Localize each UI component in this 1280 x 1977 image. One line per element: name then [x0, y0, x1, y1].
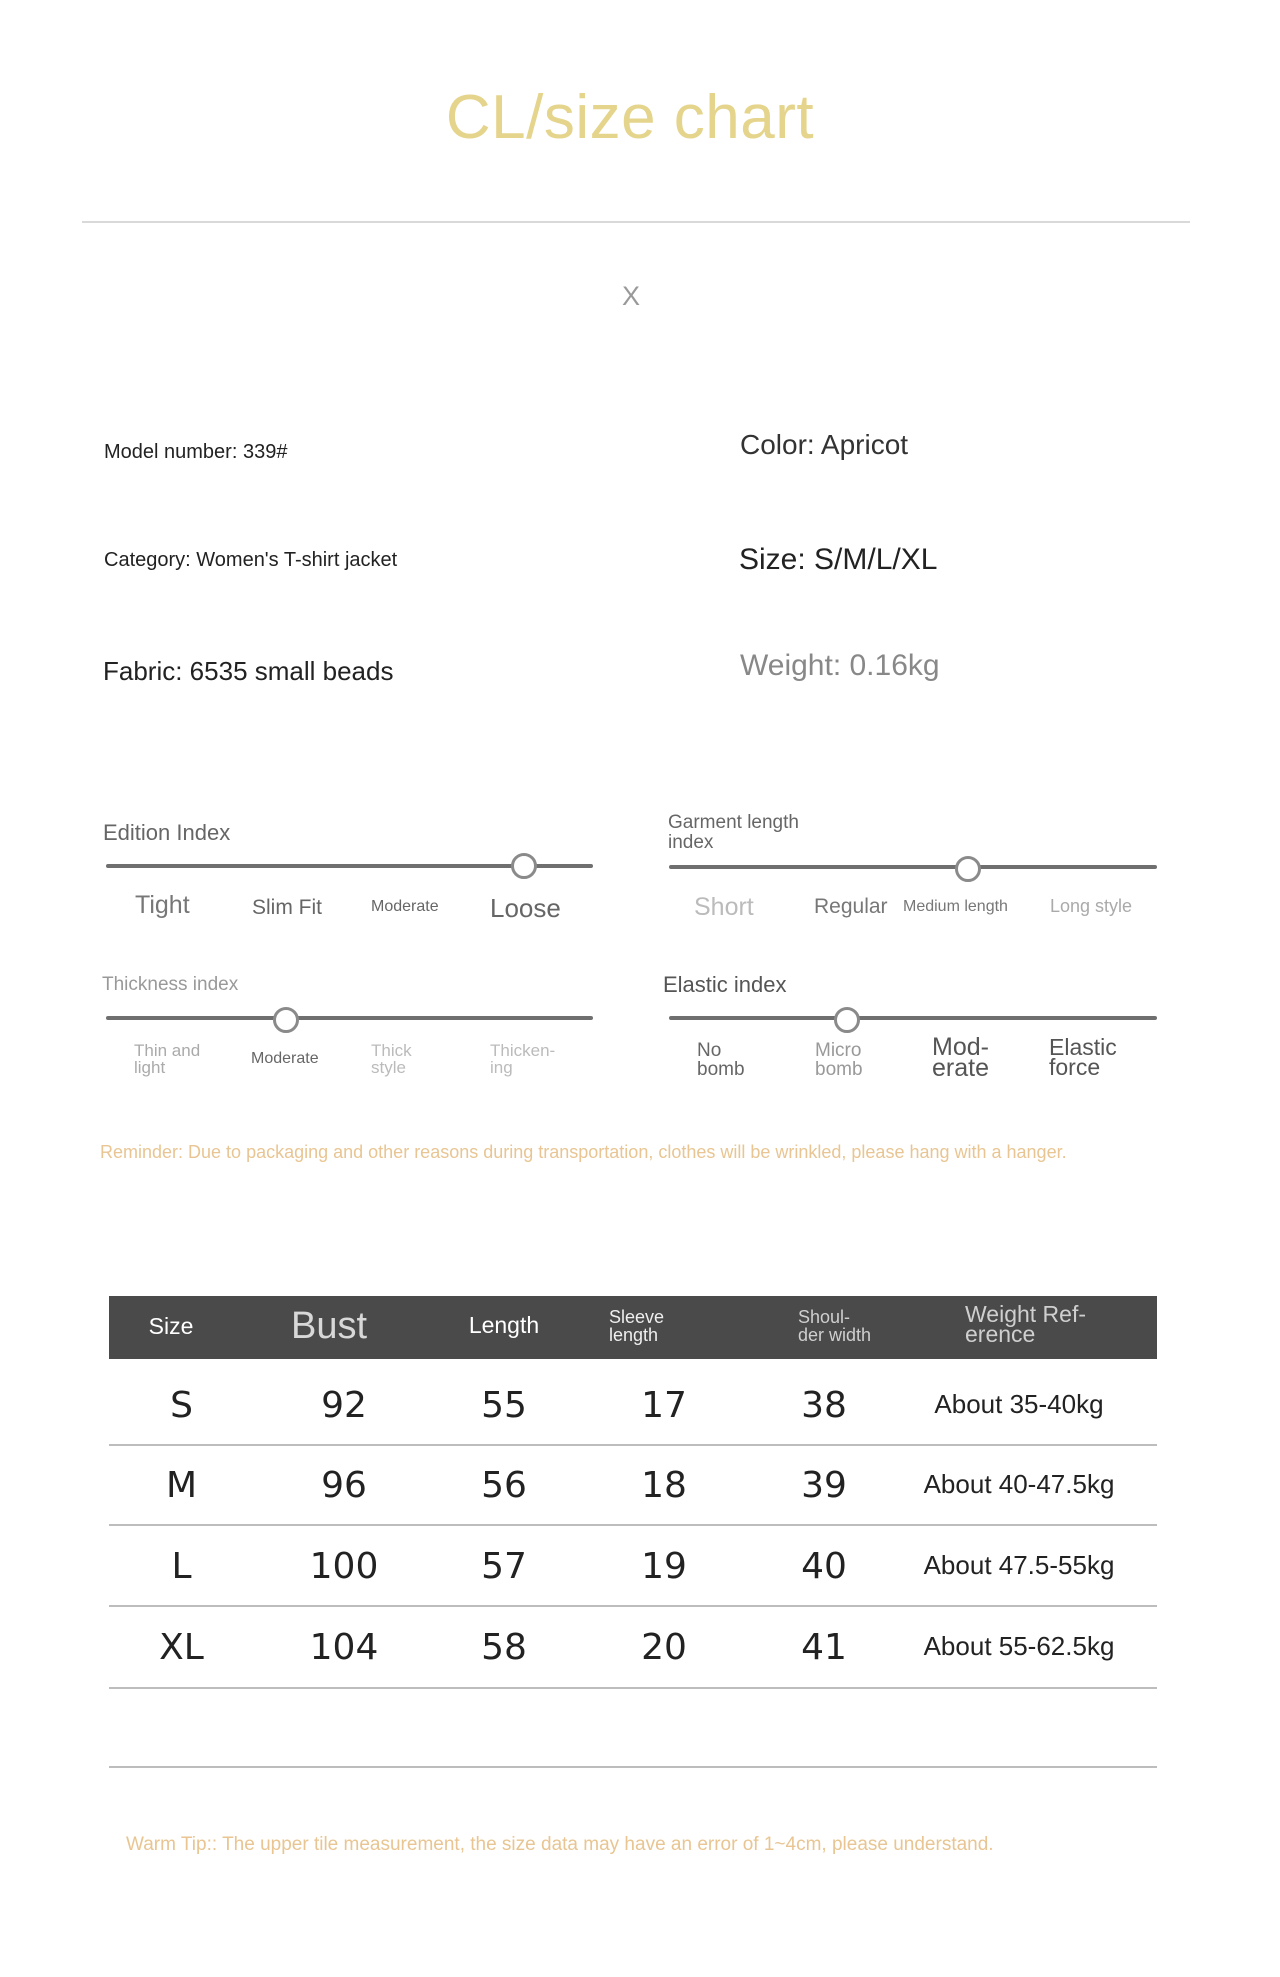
header-weight-line2: erence [965, 1321, 1036, 1347]
garment-option-short: Short [694, 893, 754, 921]
edition-option-slim-fit: Slim Fit [252, 896, 322, 919]
cell-bust: 96 [321, 1465, 367, 1506]
elastic-option-micro-bomb [815, 1041, 863, 1079]
cell-size: S [170, 1385, 193, 1426]
cell-weight: About 47.5-55kg [923, 1550, 1115, 1580]
edition-index-knob[interactable] [511, 853, 537, 879]
cell-length: 57 [481, 1546, 527, 1587]
cell-bust: 100 [309, 1546, 379, 1587]
cell-length: 58 [481, 1627, 527, 1668]
garment-length-title-line2: index [668, 832, 714, 853]
cell-sleeve: 17 [641, 1385, 687, 1426]
elastic-index-title: Elastic index [663, 972, 787, 997]
cell-length: 55 [481, 1385, 527, 1426]
cell-sleeve: 20 [641, 1627, 687, 1668]
elastic-option-moderate-line1: Mod- [932, 1033, 989, 1061]
elastic-option-no-bomb-line1: No [697, 1040, 722, 1061]
cell-shoulder: 40 [801, 1546, 847, 1587]
thickness-option-thick-style [371, 1042, 412, 1076]
thickness-option-thickening-line2: ing [490, 1058, 513, 1077]
thickness-option-thick-style-line2: style [371, 1058, 406, 1077]
table-row [109, 1607, 1157, 1687]
garment-option-long-style: Long style [1050, 896, 1133, 916]
elastic-option-elastic-force-line2: force [1049, 1054, 1101, 1080]
cell-weight: About 35-40kg [934, 1389, 1104, 1419]
table-row [109, 1526, 1157, 1606]
garment-length-title [668, 813, 799, 853]
header-sleeve-line2: length [609, 1325, 659, 1345]
header-weight-line1: Weight Ref- [965, 1301, 1087, 1327]
title-divider [82, 221, 1190, 223]
thickness-index-track [106, 1016, 593, 1020]
cell-bust: 104 [309, 1627, 379, 1668]
thickness-option-thickening-line1: Thicken- [490, 1041, 556, 1060]
color: Color: Apricot [740, 429, 909, 460]
garment-option-regular: Regular [814, 895, 888, 918]
warm-tip-text: Warm Tip:: The upper tile measurement, the size data may have an error of 1~4cm, please understand. [126, 1834, 994, 1855]
garment-length-knob[interactable] [955, 856, 981, 882]
header-sleeve-length [609, 1308, 719, 1344]
table-row [109, 1365, 1157, 1445]
thickness-option-thick-style-line1: Thick [371, 1041, 412, 1060]
elastic-option-no-bomb [697, 1041, 745, 1079]
fabric: Fabric: 6535 small beads [103, 656, 394, 686]
elastic-option-micro-bomb-line2: bomb [815, 1059, 863, 1080]
header-length: Length [468, 1312, 540, 1338]
header-shoulder-width [798, 1308, 908, 1344]
category: Category: Women's T-shirt jacket [104, 549, 398, 571]
thickness-option-thin-light-line2: light [134, 1058, 166, 1077]
thickness-index-knob[interactable] [273, 1007, 299, 1033]
header-weight-reference [965, 1301, 1115, 1347]
table-bottom-divider [109, 1766, 1157, 1768]
edition-option-loose: Loose [490, 893, 561, 923]
size-table-header [109, 1296, 1157, 1359]
thickness-option-thickening [490, 1042, 555, 1076]
cell-sleeve: 18 [641, 1465, 687, 1506]
cell-length: 56 [481, 1465, 527, 1506]
cell-size: L [171, 1546, 192, 1587]
header-bust: Bust [290, 1305, 368, 1347]
elastic-option-no-bomb-line2: bomb [697, 1059, 745, 1080]
table-row [109, 1445, 1157, 1525]
cell-shoulder: 39 [801, 1465, 847, 1506]
garment-length-title-line1: Garment length [668, 812, 799, 833]
elastic-option-elastic-force-line1: Elastic [1049, 1034, 1117, 1060]
garment-option-medium-length: Medium length [903, 898, 1008, 915]
weight: Weight: 0.16kg [740, 649, 940, 682]
cell-shoulder: 41 [801, 1627, 847, 1668]
thickness-option-moderate: Moderate [251, 1050, 319, 1067]
cell-weight: About 40-47.5kg [923, 1469, 1115, 1499]
header-shoulder-line2: der width [798, 1325, 872, 1345]
elastic-option-elastic-force [1049, 1034, 1117, 1080]
model-number: Model number: 339# [104, 441, 288, 463]
thickness-index-title: Thickness index [102, 974, 239, 995]
cell-bust: 92 [321, 1385, 367, 1426]
thickness-option-thin-light-line1: Thin and [134, 1041, 201, 1060]
cell-shoulder: 38 [801, 1385, 847, 1426]
elastic-option-moderate-line2: erate [932, 1054, 989, 1082]
reminder-text: Reminder: Due to packaging and other reasons during transportation, clothes will be wrinkled, please hang with a hanger. [100, 1142, 1067, 1162]
header-shoulder-line1: Shoul- [798, 1307, 851, 1327]
cell-size: XL [159, 1627, 204, 1668]
edition-option-moderate: Moderate [371, 898, 439, 915]
table-row-divider [109, 1687, 1157, 1689]
cell-sleeve: 19 [641, 1546, 687, 1587]
header-size: Size [148, 1313, 194, 1339]
garment-length-track [669, 865, 1157, 869]
elastic-index-knob[interactable] [834, 1007, 860, 1033]
edition-index-title: Edition Index [103, 820, 231, 845]
size: Size: S/M/L/XL [739, 543, 938, 576]
cell-size: M [165, 1465, 198, 1506]
cell-weight: About 55-62.5kg [923, 1631, 1115, 1661]
close-icon[interactable]: X [622, 281, 641, 311]
page-title: CL/size chart [445, 83, 815, 152]
edition-option-tight: Tight [135, 891, 190, 919]
elastic-option-micro-bomb-line1: Micro [815, 1040, 862, 1061]
elastic-option-moderate [932, 1033, 989, 1082]
elastic-index-track [669, 1016, 1157, 1020]
header-sleeve-line1: Sleeve [609, 1307, 665, 1327]
thickness-option-thin-light [134, 1042, 200, 1076]
